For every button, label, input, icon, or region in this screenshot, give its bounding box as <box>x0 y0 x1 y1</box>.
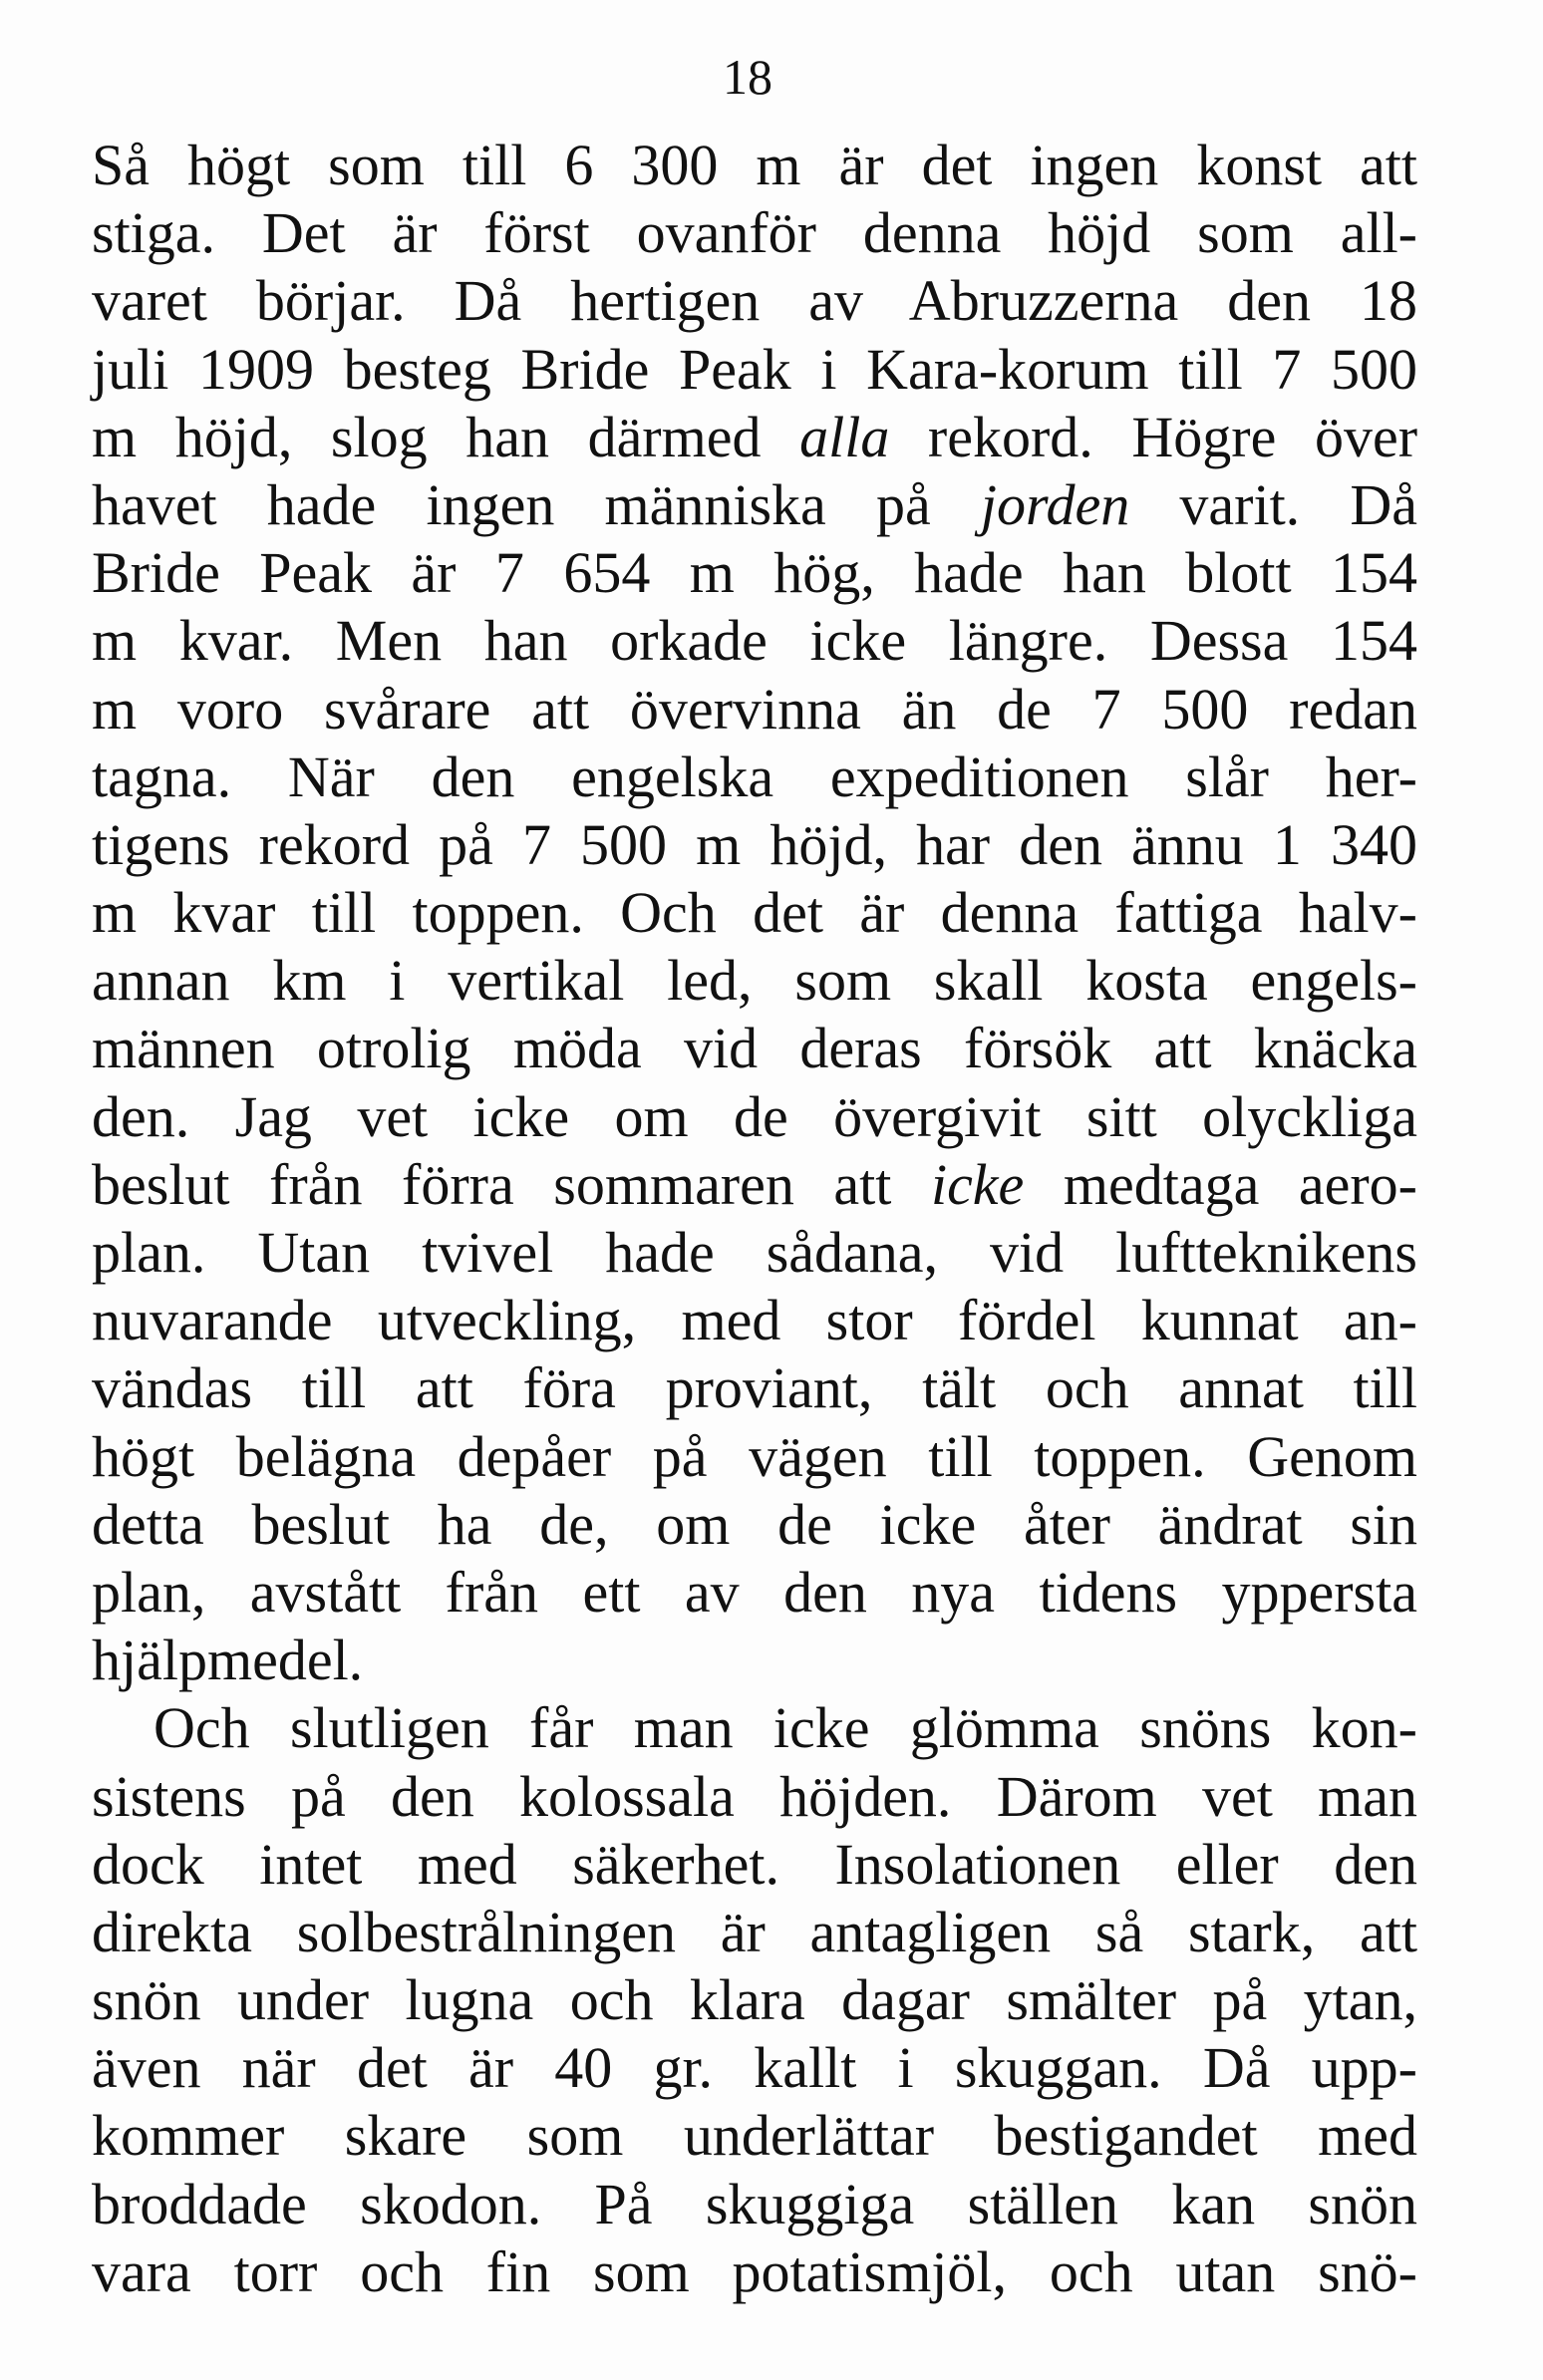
text-line: plan, avstått från ett av den nya tidens yppersta <box>92 1559 1417 1625</box>
text-line: Och slutligen får man icke glömma snöns kon- <box>154 1695 1417 1761</box>
text-line: m voro svårare att övervinna än de 7 500 redan <box>92 676 1417 742</box>
text-line: m kvar till toppen. Och det är denna fattiga halv- <box>92 880 1417 946</box>
text-line: detta beslut ha de, om de icke åter ändrat sin <box>92 1491 1417 1557</box>
text-line: annan km i vertikal led, som skall kosta engels- <box>92 948 1417 1014</box>
text-line: m kvar. Men han orkade icke längre. Dessa 154 <box>92 608 1417 674</box>
text-line: juli 1909 besteg Bride Peak i Kara-korum till 7 500 <box>92 336 1417 402</box>
body-text <box>92 132 1417 2306</box>
text-line: plan. Utan tvivel hade sådana, vid luftteknikens <box>92 1220 1417 1285</box>
page-number: 18 <box>723 49 772 105</box>
text-line: direkta solbestrålningen är antagligen så stark, att <box>92 1899 1417 1964</box>
text-line: dock intet med säkerhet. Insolationen eller den <box>92 1831 1417 1897</box>
text-line: vara torr och fin som potatismjöl, och utan snö- <box>92 2238 1417 2304</box>
text-segment: havet hade ingen människa på <box>92 471 981 537</box>
text-segment: m höjd, slog han därmed <box>92 404 800 469</box>
text-line: stiga. Det är först ovanför denna höjd som all- <box>92 200 1417 266</box>
text-line: högt belägna depåer på vägen till toppen. Genom <box>92 1423 1417 1489</box>
text-segment: rekord. Högre över <box>889 404 1418 469</box>
text-line: vändas till att föra proviant, tält och annat till <box>92 1355 1417 1421</box>
text-line: även när det är 40 gr. kallt i skuggan. Då upp- <box>92 2035 1417 2101</box>
text-line <box>92 404 1417 471</box>
text-line: Bride Peak är 7 654 m hög, hade han blott 154 <box>92 540 1417 606</box>
text-line <box>92 471 1417 539</box>
text-line: männen otrolig möda vid deras försök att knäcka <box>92 1016 1417 1081</box>
text-segment: beslut från förra sommaren att <box>92 1151 931 1217</box>
italic-word: icke <box>930 1151 1025 1217</box>
text-line: kommer skare som underlättar bestigandet med <box>92 2103 1417 2169</box>
text-line: varet börjar. Då hertigen av Abruzzerna den 18 <box>92 268 1417 334</box>
text-line: tagna. När den engelska expeditionen slår her- <box>92 744 1417 809</box>
italic-word: alla <box>799 404 890 469</box>
text-line: Så högt som till 6 300 m är det ingen konst att <box>92 133 1417 197</box>
text-segment: varit. Då <box>1129 471 1417 537</box>
italic-word: jorden <box>980 471 1130 537</box>
text-line: nuvarande utveckling, med stor fördel kunnat an- <box>92 1288 1417 1353</box>
text-line: den. Jag vet icke om de övergivit sitt olyckliga <box>92 1083 1417 1149</box>
text-line: snön under lugna och klara dagar smälter på ytan, <box>92 1967 1417 2033</box>
text-segment: medtaga aero- <box>1024 1151 1417 1217</box>
text-line: broddade skodon. På skuggiga ställen kan snön <box>92 2171 1417 2236</box>
text-line: tigens rekord på 7 500 m höjd, har den ännu 1 340 <box>92 811 1417 877</box>
text-line: sistens på den kolossala höjden. Därom vet man <box>92 1763 1417 1829</box>
text-line <box>92 1151 1417 1219</box>
text-line: hjälpmedel. <box>92 1628 364 1693</box>
